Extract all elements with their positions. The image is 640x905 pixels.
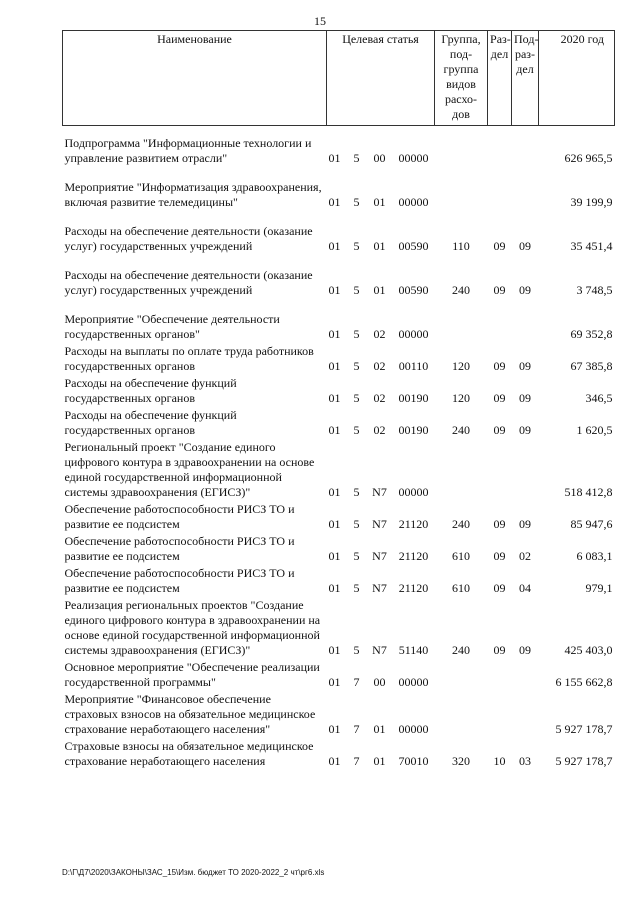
row-section bbox=[488, 312, 512, 342]
row-target-event: N7 bbox=[372, 581, 387, 595]
row-amount: 979,1 bbox=[585, 581, 613, 595]
row-group: 120 bbox=[452, 359, 471, 373]
row-amount: 5 927 178,7 bbox=[555, 754, 613, 768]
row-target-subprogram: 5 bbox=[353, 517, 360, 531]
row-name: Расходы на обеспечение функций государственных органов bbox=[64, 376, 237, 405]
row-target-subprogram: 5 bbox=[353, 581, 360, 595]
header-section: Раз-дел bbox=[488, 31, 512, 126]
table-row bbox=[63, 376, 615, 406]
row-target-code: 00000 bbox=[398, 675, 429, 689]
row-subsection: 09 bbox=[519, 391, 532, 405]
row-name: Мероприятие "Обеспечение деятельности государственных органов" bbox=[64, 312, 280, 341]
row-amount: 67 385,8 bbox=[570, 359, 613, 373]
header-target: Целевая статья bbox=[327, 31, 435, 126]
table-row bbox=[63, 440, 615, 500]
row-subsection: 09 bbox=[519, 239, 532, 253]
row-target-program: 01 bbox=[328, 754, 341, 768]
row-name: Подпрограмма "Информационные технологии и управление развитием отрасли" bbox=[64, 136, 312, 165]
row-target-code: 00000 bbox=[398, 485, 429, 499]
row-subsection: 04 bbox=[519, 581, 532, 595]
row-section: 09 bbox=[493, 549, 506, 563]
row-group bbox=[435, 692, 488, 737]
row-name: Обеспечение работоспособности РИСЗ ТО и развитие ее подсистем bbox=[64, 502, 295, 531]
row-section bbox=[488, 660, 512, 690]
row-subsection bbox=[512, 692, 539, 737]
table-row bbox=[63, 180, 615, 210]
row-target-code: 51140 bbox=[398, 643, 429, 657]
row-section: 09 bbox=[493, 239, 506, 253]
row-section: 09 bbox=[493, 517, 506, 531]
row-name: Расходы на обеспечение деятельности (оказание услуг) государственных учреждений bbox=[64, 224, 313, 253]
row-target-subprogram: 5 bbox=[353, 485, 360, 499]
row-target-code: 70010 bbox=[398, 754, 429, 768]
budget-table bbox=[62, 30, 615, 769]
row-section bbox=[488, 136, 512, 166]
row-amount: 626 965,5 bbox=[564, 151, 613, 165]
row-target-event: N7 bbox=[372, 517, 387, 531]
row-subsection bbox=[512, 180, 539, 210]
row-section: 09 bbox=[493, 391, 506, 405]
row-target-program: 01 bbox=[328, 195, 341, 209]
table-row bbox=[63, 344, 615, 374]
row-name: Мероприятие "Финансовое обеспечение страховых взносов на обязательное медицинское страхование неработающего населения" bbox=[64, 692, 316, 736]
row-target-program: 01 bbox=[328, 327, 341, 341]
row-group: 320 bbox=[452, 754, 471, 768]
table-row bbox=[63, 502, 615, 532]
row-section bbox=[488, 180, 512, 210]
row-amount: 85 947,6 bbox=[570, 517, 613, 531]
row-target-subprogram: 5 bbox=[353, 423, 360, 437]
row-subsection: 09 bbox=[519, 283, 532, 297]
row-target-code: 00000 bbox=[398, 195, 429, 209]
row-amount: 518 412,8 bbox=[564, 485, 613, 499]
row-subsection bbox=[512, 136, 539, 166]
table-row bbox=[63, 692, 615, 737]
row-target-subprogram: 7 bbox=[353, 675, 360, 689]
row-group bbox=[435, 136, 488, 166]
row-section: 09 bbox=[493, 423, 506, 437]
row-subsection: 09 bbox=[519, 517, 532, 531]
row-target-event: 02 bbox=[373, 423, 386, 437]
row-name: Реализация региональных проектов "Создание единого цифрового контура в здравоохранении на основе единой государственной информационной системы здравоохранения (ЕГИСЗ)" bbox=[64, 598, 321, 657]
row-amount: 1 620,5 bbox=[576, 423, 613, 437]
table-row bbox=[63, 408, 615, 438]
row-name: Обеспечение работоспособности РИСЗ ТО и развитие ее подсистем bbox=[64, 534, 295, 563]
row-target-program: 01 bbox=[328, 675, 341, 689]
header-subsection: Под-раз-дел bbox=[512, 31, 539, 126]
row-subsection: 09 bbox=[519, 643, 532, 657]
row-target-program: 01 bbox=[328, 549, 341, 563]
row-name: Основное мероприятие "Обеспечение реализации государственной программы" bbox=[64, 660, 320, 689]
table-row bbox=[63, 224, 615, 254]
table-row bbox=[63, 566, 615, 596]
row-amount: 6 155 662,8 bbox=[555, 675, 613, 689]
row-amount: 5 927 178,7 bbox=[555, 722, 613, 736]
row-name: Региональный проект "Создание единого цифрового контура в здравоохранении на основе единой государственной информационной системы здравоохранения (ЕГИСЗ)" bbox=[64, 440, 315, 499]
row-target-program: 01 bbox=[328, 283, 341, 297]
row-target-subprogram: 7 bbox=[353, 722, 360, 736]
row-target-event: N7 bbox=[372, 643, 387, 657]
table-body bbox=[63, 126, 615, 770]
row-amount: 69 352,8 bbox=[570, 327, 613, 341]
row-subsection bbox=[512, 440, 539, 500]
row-target-event: 00 bbox=[373, 151, 386, 165]
row-target-program: 01 bbox=[328, 423, 341, 437]
row-subsection: 02 bbox=[519, 549, 532, 563]
row-target-code: 00590 bbox=[398, 283, 429, 297]
row-target-code: 00590 bbox=[398, 239, 429, 253]
row-name: Расходы на выплаты по оплате труда работников государственных органов bbox=[64, 344, 314, 373]
row-target-event: 01 bbox=[373, 195, 386, 209]
row-amount: 346,5 bbox=[585, 391, 613, 405]
row-target-code: 00190 bbox=[398, 423, 429, 437]
row-target-subprogram: 5 bbox=[353, 239, 360, 253]
row-target-event: N7 bbox=[372, 549, 387, 563]
row-section: 10 bbox=[493, 754, 506, 768]
row-target-program: 01 bbox=[328, 359, 341, 373]
row-target-subprogram: 5 bbox=[353, 283, 360, 297]
row-target-program: 01 bbox=[328, 239, 341, 253]
row-target-subprogram: 5 bbox=[353, 549, 360, 563]
row-target-code: 00000 bbox=[398, 327, 429, 341]
row-target-event: 01 bbox=[373, 722, 386, 736]
row-group bbox=[435, 660, 488, 690]
header-year: 2020 год bbox=[539, 31, 615, 126]
row-target-event: 01 bbox=[373, 754, 386, 768]
row-name: Расходы на обеспечение функций государственных органов bbox=[64, 408, 237, 437]
row-target-event: 01 bbox=[373, 283, 386, 297]
row-target-subprogram: 7 bbox=[353, 754, 360, 768]
table-row bbox=[63, 739, 615, 769]
row-section: 09 bbox=[493, 283, 506, 297]
row-target-subprogram: 5 bbox=[353, 151, 360, 165]
row-target-subprogram: 5 bbox=[353, 327, 360, 341]
row-target-code: 00110 bbox=[398, 359, 429, 373]
row-amount: 6 083,1 bbox=[576, 549, 613, 563]
row-target-subprogram: 5 bbox=[353, 195, 360, 209]
row-group bbox=[435, 312, 488, 342]
row-target-program: 01 bbox=[328, 722, 341, 736]
table-row bbox=[63, 534, 615, 564]
page-number: 15 bbox=[314, 14, 326, 28]
row-target-event: 01 bbox=[373, 239, 386, 253]
row-target-program: 01 bbox=[328, 581, 341, 595]
row-target-code: 21120 bbox=[398, 581, 429, 595]
row-target-program: 01 bbox=[328, 485, 341, 499]
row-target-program: 01 bbox=[328, 391, 341, 405]
table-row bbox=[63, 660, 615, 690]
row-target-code: 21120 bbox=[398, 549, 429, 563]
row-target-event: 00 bbox=[373, 675, 386, 689]
row-subsection: 03 bbox=[519, 754, 532, 768]
row-name: Страховые взносы на обязательное медицинское страхование неработающего населения bbox=[64, 739, 314, 768]
row-target-code: 00190 bbox=[398, 391, 429, 405]
row-target-event: N7 bbox=[372, 485, 387, 499]
row-target-subprogram: 5 bbox=[353, 391, 360, 405]
row-target-event: 02 bbox=[373, 327, 386, 341]
row-amount: 39 199,9 bbox=[570, 195, 613, 209]
table-row bbox=[63, 598, 615, 658]
row-target-event: 02 bbox=[373, 391, 386, 405]
row-target-code: 21120 bbox=[398, 517, 429, 531]
row-subsection bbox=[512, 660, 539, 690]
row-group: 240 bbox=[452, 643, 471, 657]
row-target-code: 00000 bbox=[398, 151, 429, 165]
row-group: 240 bbox=[452, 517, 471, 531]
row-target-program: 01 bbox=[328, 643, 341, 657]
header-name: Наименование bbox=[63, 31, 327, 126]
row-name: Обеспечение работоспособности РИСЗ ТО и развитие ее подсистем bbox=[64, 566, 295, 595]
row-section: 09 bbox=[493, 581, 506, 595]
row-target-event: 02 bbox=[373, 359, 386, 373]
row-section bbox=[488, 440, 512, 500]
row-amount: 425 403,0 bbox=[564, 643, 613, 657]
row-group bbox=[435, 440, 488, 500]
row-subsection: 09 bbox=[519, 423, 532, 437]
row-target-program: 01 bbox=[328, 517, 341, 531]
header-group: Группа, под-группа видов расхо-дов bbox=[435, 31, 488, 126]
table-row bbox=[63, 268, 615, 298]
row-target-code: 00000 bbox=[398, 722, 429, 736]
row-amount: 35 451,4 bbox=[570, 239, 613, 253]
row-target-subprogram: 5 bbox=[353, 643, 360, 657]
row-name: Мероприятие "Информатизация здравоохранения, включая развитие телемедицины" bbox=[64, 180, 322, 209]
row-target-subprogram: 5 bbox=[353, 359, 360, 373]
row-group: 610 bbox=[452, 549, 471, 563]
row-group: 120 bbox=[452, 391, 471, 405]
table-header-row bbox=[63, 31, 615, 126]
row-target-program: 01 bbox=[328, 151, 341, 165]
row-subsection bbox=[512, 312, 539, 342]
row-section: 09 bbox=[493, 359, 506, 373]
row-group: 610 bbox=[452, 581, 471, 595]
row-group: 240 bbox=[452, 283, 471, 297]
table-row bbox=[63, 136, 615, 166]
row-subsection: 09 bbox=[519, 359, 532, 373]
row-section: 09 bbox=[493, 643, 506, 657]
row-amount: 3 748,5 bbox=[576, 283, 613, 297]
table-row bbox=[63, 312, 615, 342]
row-section bbox=[488, 692, 512, 737]
row-group bbox=[435, 180, 488, 210]
row-group: 240 bbox=[452, 423, 471, 437]
row-name: Расходы на обеспечение деятельности (оказание услуг) государственных учреждений bbox=[64, 268, 313, 297]
footer-file-path: D:\Г\Д7\2020\ЗАКОНЫ\ЗАС_15\Изм. бюджет ТО 2020-2022_2 чт\рг6.xls bbox=[62, 868, 325, 877]
row-group: 110 bbox=[452, 239, 470, 253]
